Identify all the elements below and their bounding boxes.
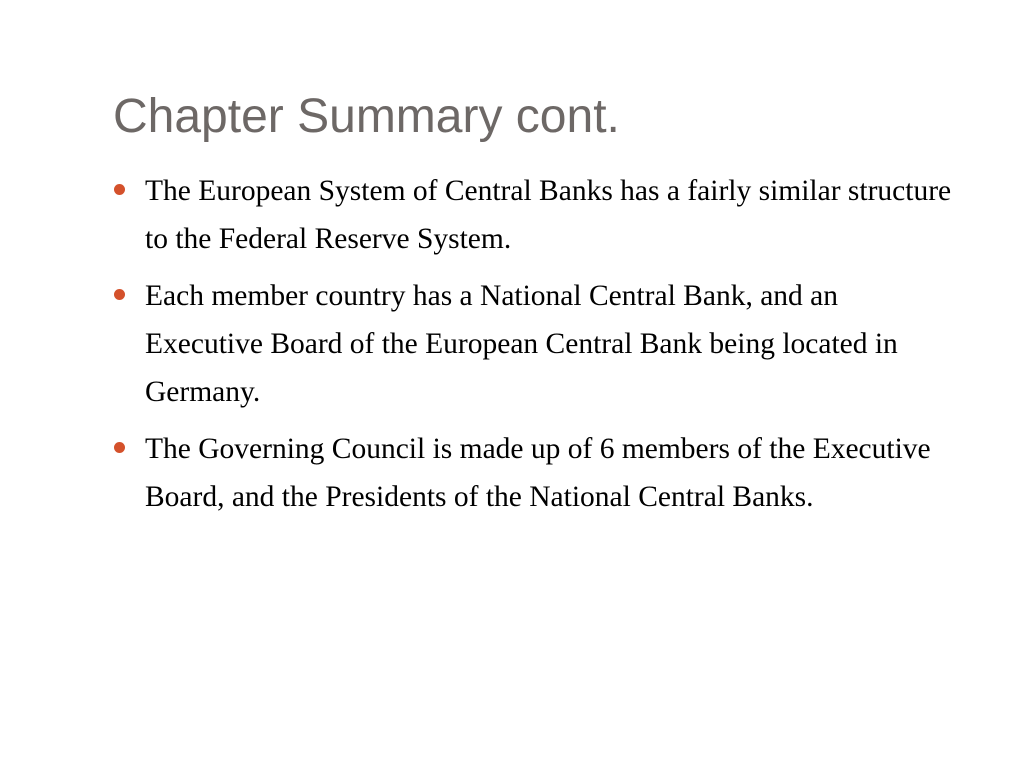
bullet-item [114,425,954,521]
slide-title: Chapter Summary cont. [113,90,620,143]
bullet-dot-icon [114,289,125,300]
bullet-dot-icon [114,442,125,453]
bullet-item [114,272,954,416]
bullet-dot-icon [114,184,125,195]
bullet-text: Each member country has a National Central Bank, and an Executive Board of the European Central Bank being located in Germany. [145,280,898,408]
bullet-item [114,167,954,263]
bullet-text: The European System of Central Banks has a fairly similar structure to the Federal Reserve System. [145,175,952,255]
bullet-list [114,167,954,530]
bullet-text: The Governing Council is made up of 6 members of the Executive Board, and the Presidents of the National Central Banks. [145,433,931,513]
